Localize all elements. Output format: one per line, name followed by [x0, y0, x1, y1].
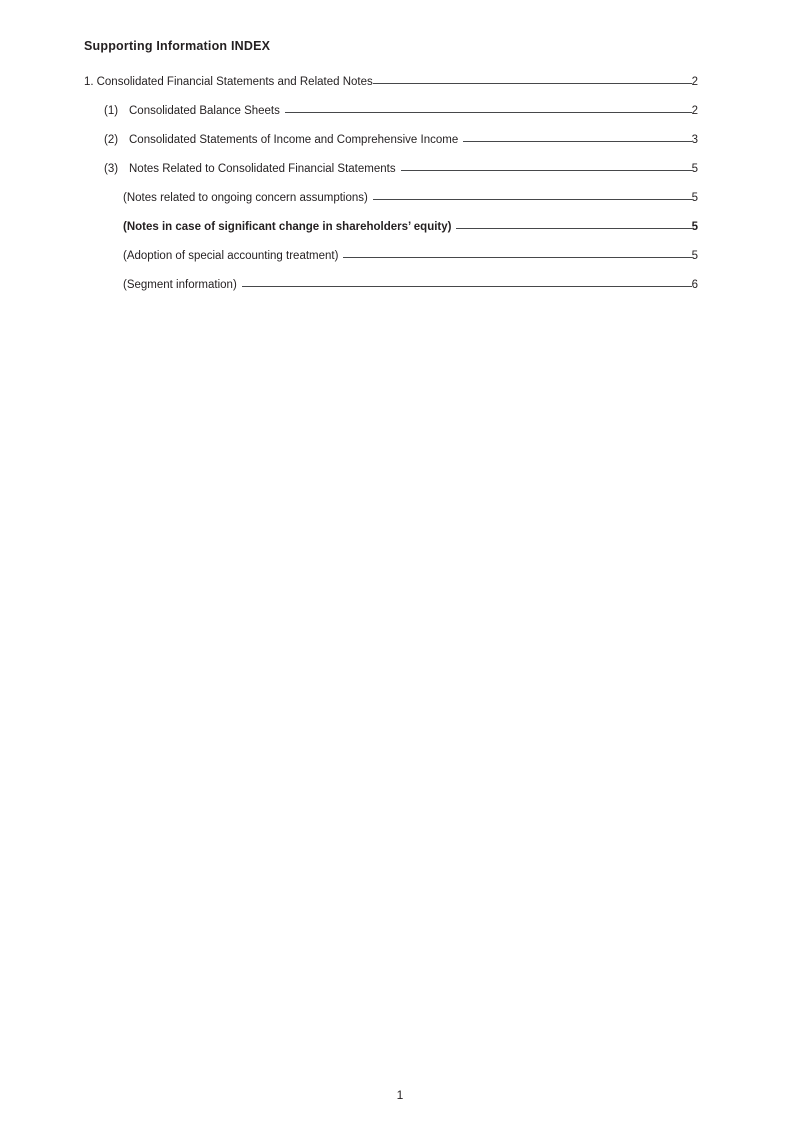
toc-entry-label: Notes Related to Consolidated Financial Statements	[129, 163, 396, 175]
toc-entry-label: Consolidated Balance Sheets	[129, 105, 280, 117]
toc-entry[interactable]	[123, 277, 698, 292]
toc-entry-label: (Notes in case of significant change in shareholders’ equity)	[123, 221, 452, 233]
page-title: Supporting Information INDEX	[84, 39, 271, 53]
toc-entry-label: (Adoption of special accounting treatment)	[123, 250, 339, 262]
toc-entry-page: 6	[691, 279, 698, 291]
toc-entry[interactable]	[123, 190, 698, 205]
toc-entry-label: Consolidated Statements of Income and Comprehensive Income	[129, 134, 459, 146]
toc-leader-line	[373, 74, 692, 85]
toc-entry-page: 3	[691, 134, 698, 146]
toc-entry-number: 1.	[84, 76, 94, 88]
toc-entry-page: 5	[691, 163, 698, 175]
toc-entry-number: (2)	[104, 134, 119, 146]
toc-entry[interactable]	[84, 74, 698, 89]
toc-entry[interactable]	[123, 219, 698, 234]
toc-entry-label: Consolidated Financial Statements and Related Notes	[96, 76, 373, 88]
toc-entry[interactable]	[104, 103, 698, 118]
toc-leader-line	[456, 219, 691, 230]
toc-entry[interactable]	[104, 161, 698, 176]
toc-leader-line	[463, 132, 691, 143]
toc-leader-line	[373, 190, 692, 201]
toc-entry-page: 5	[691, 192, 698, 204]
toc-entry[interactable]	[123, 248, 698, 263]
toc-entry[interactable]	[104, 132, 698, 147]
table-of-contents	[84, 74, 698, 306]
toc-leader-line	[285, 103, 692, 114]
toc-entry-page: 2	[691, 76, 698, 88]
toc-entry-page: 5	[691, 221, 698, 233]
toc-entry-page: 2	[691, 105, 698, 117]
toc-entry-label: (Segment information)	[123, 279, 237, 291]
toc-entry-label: (Notes related to ongoing concern assumptions)	[123, 192, 368, 204]
toc-entry-number: (1)	[104, 105, 119, 117]
toc-leader-line	[242, 277, 692, 288]
toc-leader-line	[343, 248, 691, 259]
toc-entry-number: (3)	[104, 163, 119, 175]
footer-page-number: 1	[396, 1088, 404, 1102]
toc-leader-line	[401, 161, 692, 172]
toc-entry-page: 5	[691, 250, 698, 262]
